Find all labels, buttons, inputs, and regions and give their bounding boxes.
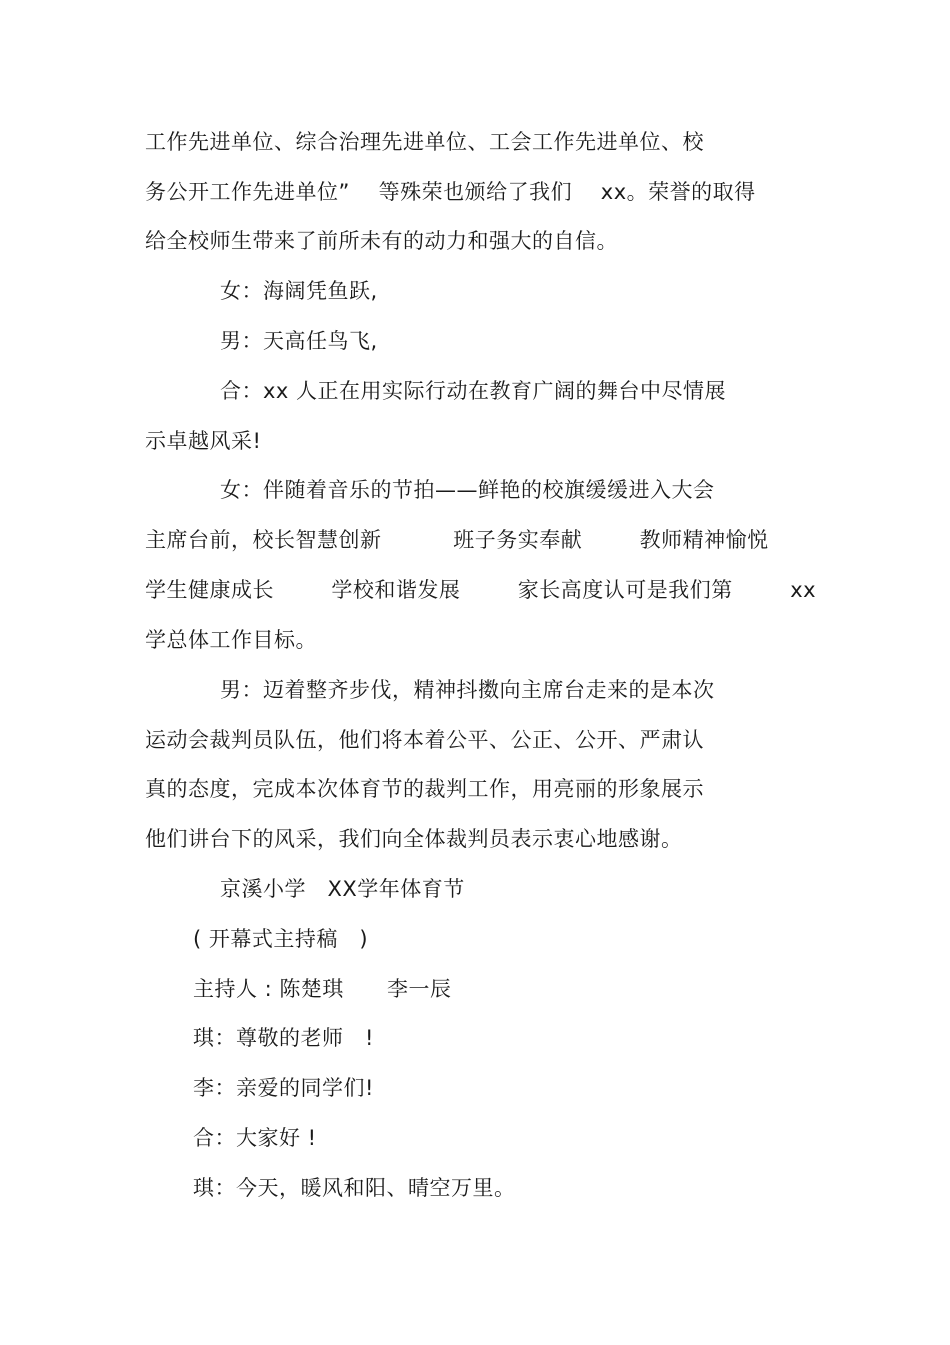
text-line: 真的态度，完成本次体育节的裁判工作，用亮丽的形象展示	[145, 777, 704, 801]
dialogue-line: 合：xx 人正在用实际行动在教育广阔的舞台中尽情展	[220, 379, 727, 403]
text-line: 他们讲台下的风采，我们向全体裁判员表示衷心地感谢。	[145, 827, 683, 851]
section-title: 京溪小学 XX学年体育节	[220, 877, 465, 901]
text-line: 给全校师生带来了前所未有的动力和强大的自信。	[145, 229, 618, 253]
text-line: 学总体工作目标。	[145, 628, 317, 652]
dialogue-line: 琪：今天，暖风和阳、晴空万里。	[193, 1176, 516, 1200]
dialogue-line: 李：亲爱的同学们!	[193, 1076, 374, 1100]
dialogue-line: 琪：尊敬的老师 !	[193, 1026, 374, 1050]
text-line: 务公开工作先进单位” 等殊荣也颁给了我们 xx。荣誉的取得	[145, 180, 756, 204]
dialogue-line: 男：天高任鸟飞,	[220, 329, 378, 353]
dialogue-line: 男：迈着整齐步伐，精神抖擞向主席台走来的是本次	[220, 678, 715, 702]
dialogue-line: 女：伴随着音乐的节拍——鲜艳的校旗缓缓进入大会	[220, 478, 715, 502]
hosts-line: 主持人 : 陈楚琪 李一辰	[193, 977, 452, 1001]
text-line: 主席台前，校长智慧创新 班子务实奉献 教师精神愉悦	[145, 528, 769, 552]
text-line: 示卓越风采!	[145, 429, 262, 453]
text-line: 运动会裁判员队伍，他们将本着公平、公正、公开、严肃认	[145, 728, 704, 752]
text-line: 学生健康成长 学校和谐发展 家长高度认可是我们第 xx	[145, 578, 817, 602]
text-line: 工作先进单位、综合治理先进单位、工会工作先进单位、校	[145, 130, 704, 154]
dialogue-line: 女：海阔凭鱼跃,	[220, 279, 378, 303]
dialogue-line: 合：大家好 !	[193, 1126, 317, 1150]
section-subtitle: ( 开幕式主持稿 )	[193, 927, 369, 951]
